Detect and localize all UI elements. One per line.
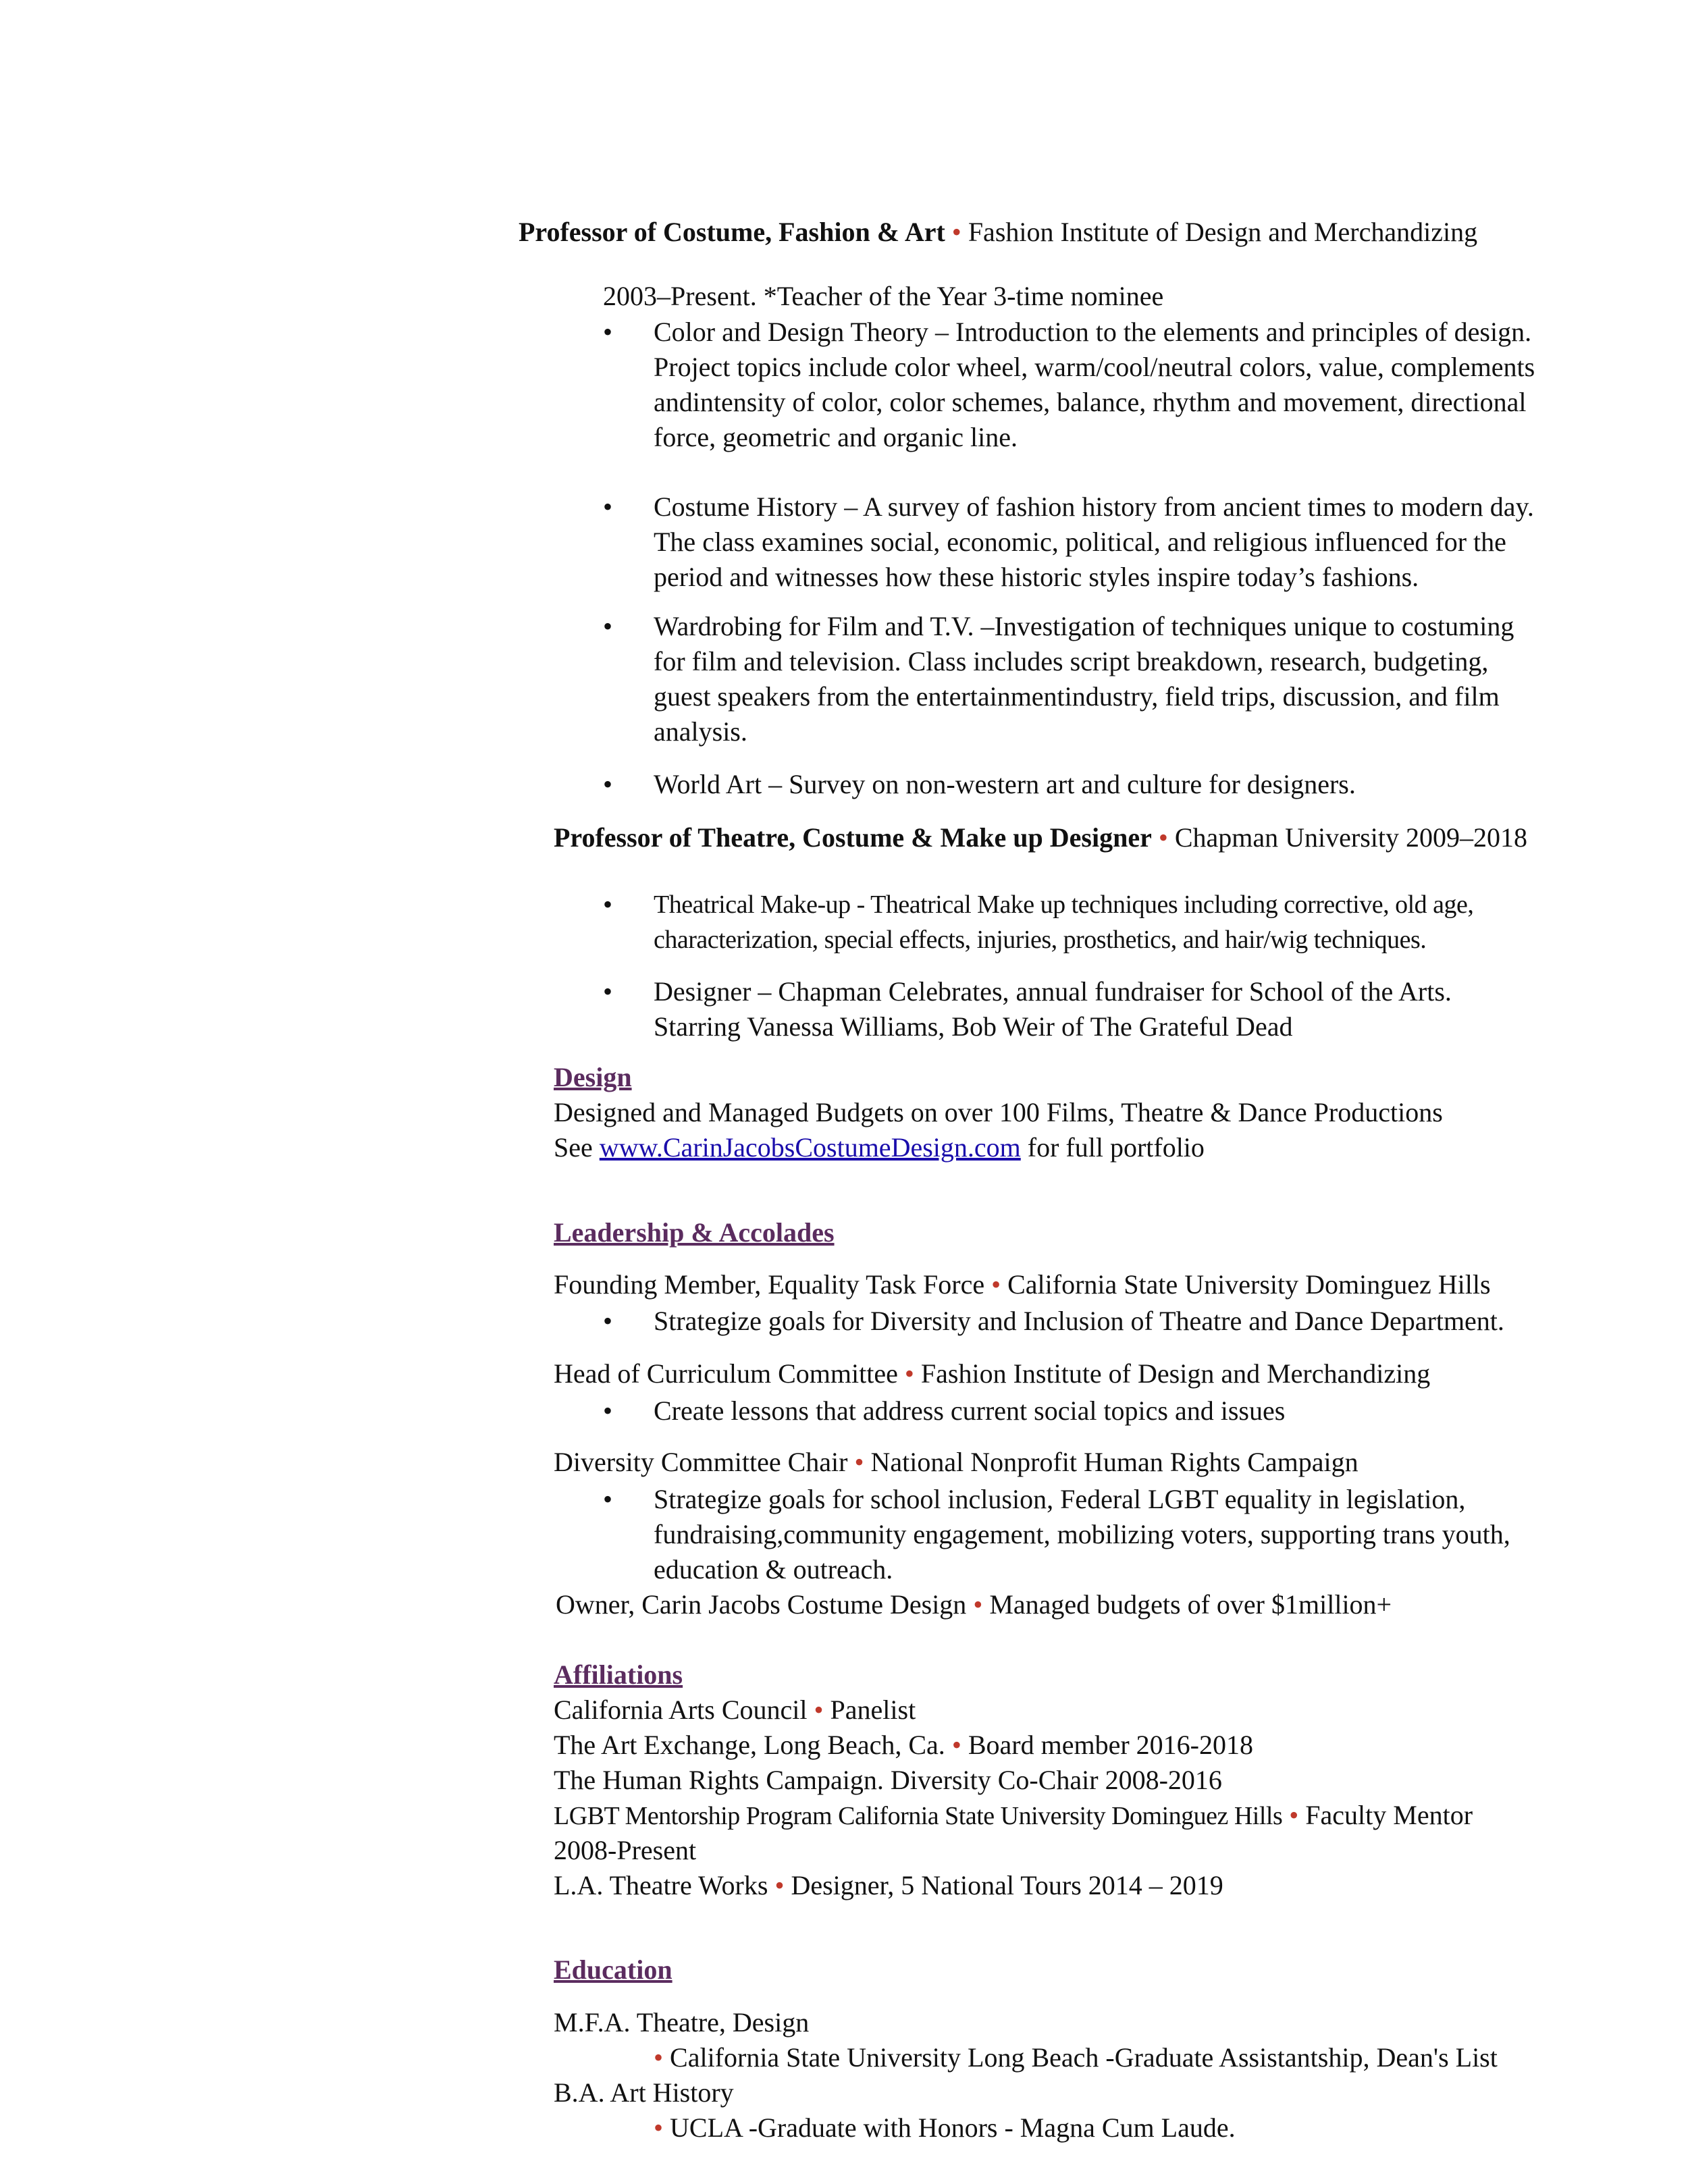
separator-dot: • — [904, 1358, 914, 1389]
bullet-icon: • — [603, 889, 613, 920]
separator-dot: • — [654, 2112, 664, 2143]
affiliation-role: Board member 2016-2018 — [968, 1730, 1253, 1760]
school-text: California State University Long Beach -Graduate Assistantship, Dean's List — [670, 2042, 1498, 2073]
affiliation-line: The Human Rights Campaign. Diversity Co-Chair 2008-2016 — [554, 1765, 1222, 1795]
separator-dot: • — [991, 1269, 1001, 1300]
entry-role: Head of Curriculum Committee — [554, 1358, 898, 1389]
bullet-icon: • — [603, 769, 613, 799]
bullet-icon: • — [603, 611, 613, 641]
section-heading-affiliations: Affiliations — [554, 1659, 683, 1690]
leadership-entry — [554, 1356, 1430, 1391]
design-summary: Designed and Managed Budgets on over 100 Films, Theatre & Dance Productions — [554, 1097, 1443, 1127]
entry-role: Owner, Carin Jacobs Costume Design — [556, 1589, 967, 1620]
bullet-icon: • — [603, 1484, 613, 1514]
affiliation-org: California Arts Council — [554, 1695, 808, 1725]
course-line: andintensity of color, color schemes, balance, rhythm and movement, directional — [654, 387, 1527, 417]
job-org: Fashion Institute of Design and Merchandizing — [968, 217, 1478, 247]
fidm-job-header — [519, 215, 1477, 250]
course-line: Project topics include color wheel, warm/cool/neutral colors, value, complements — [654, 352, 1535, 382]
job-org: Chapman University 2009–2018 — [1174, 822, 1528, 853]
chapman-job-header — [554, 820, 1527, 855]
affiliation-line: 2008-Present — [554, 1835, 697, 1865]
affiliation-line — [554, 1693, 916, 1728]
degree-ba: B.A. Art History — [554, 2077, 734, 2108]
course-line: Wardrobing for Film and T.V. –Investigation of techniques unique to costuming — [654, 611, 1514, 641]
course-line: The class examines social, economic, political, and religious influenced for the — [654, 527, 1506, 557]
bullet-icon: • — [603, 491, 613, 522]
course-line: for film and television. Class includes script breakdown, research, budgeting, — [654, 646, 1489, 676]
entry-org: Fashion Institute of Design and Merchandizing — [920, 1358, 1431, 1389]
owner-entry — [556, 1587, 1392, 1622]
separator-dot: • — [973, 1589, 983, 1620]
course-line: guest speakers from the entertainmentindustry, field trips, discussion, and film — [654, 681, 1500, 712]
bullet-icon: • — [603, 976, 613, 1007]
affiliation-line — [554, 1798, 1473, 1834]
portfolio-rest: for full portfolio — [1027, 1132, 1205, 1163]
bullet-icon: • — [603, 1306, 613, 1336]
job-title: Professor of Theatre, Costume & Make up Designer — [554, 822, 1152, 853]
affiliation-line — [554, 1868, 1223, 1903]
entry-role: Founding Member, Equality Task Force — [554, 1269, 985, 1300]
leadership-entry — [554, 1445, 1359, 1480]
section-heading-education: Education — [554, 1954, 672, 1985]
section-heading-design: Design — [554, 1062, 632, 1092]
entry-bullet-text: fundraising,community engagement, mobilizing voters, supporting trans youth, — [654, 1519, 1510, 1549]
separator-dot: • — [814, 1695, 824, 1725]
affiliation-role: Designer, 5 National Tours 2014 – 2019 — [791, 1870, 1223, 1900]
degree-school — [654, 2040, 1498, 2075]
affiliation-org: L.A. Theatre Works — [554, 1870, 768, 1900]
degree-school — [654, 2110, 1236, 2146]
entry-bullet-text: Create lessons that address current social topics and issues — [654, 1395, 1286, 1426]
course-line: Color and Design Theory – Introduction to the elements and principles of design. — [654, 317, 1532, 347]
fidm-dates: 2003–Present. *Teacher of the Year 3-time nominee — [603, 281, 1164, 311]
separator-dot: • — [951, 1730, 961, 1760]
affiliation-org: The Art Exchange, Long Beach, Ca. — [554, 1730, 945, 1760]
entry-role: Diversity Committee Chair — [554, 1447, 848, 1477]
affiliation-role: Panelist — [830, 1695, 916, 1725]
course-line: Designer – Chapman Celebrates, annual fundraiser for School of the Arts. — [654, 976, 1452, 1007]
course-line: force, geometric and organic line. — [654, 422, 1018, 452]
course-line: Costume History – A survey of fashion history from ancient times to modern day. — [654, 491, 1534, 522]
bullet-icon: • — [603, 317, 613, 347]
separator-dot: • — [1158, 822, 1168, 853]
course-line: World Art – Survey on non-western art and culture for designers. — [654, 769, 1356, 799]
entry-org: Managed budgets of over $1million+ — [989, 1589, 1392, 1620]
portfolio-link[interactable]: www.CarinJacobsCostumeDesign.com — [599, 1132, 1021, 1163]
separator-dot: • — [951, 217, 961, 247]
job-title: Professor of Costume, Fashion & Art — [519, 217, 945, 247]
affiliation-line — [554, 1728, 1253, 1763]
portfolio-line — [554, 1130, 1205, 1165]
entry-bullet-text: Strategize goals for school inclusion, Federal LGBT equality in legislation, — [654, 1484, 1466, 1514]
separator-dot: • — [774, 1870, 785, 1900]
entry-bullet-text: Strategize goals for Diversity and Inclusion of Theatre and Dance Department. — [654, 1306, 1504, 1336]
separator-dot: • — [854, 1447, 864, 1477]
course-line: analysis. — [654, 716, 747, 747]
see-label: See — [554, 1132, 593, 1163]
course-line: characterization, special effects, injuries, prosthetics, and hair/wig techniques. — [654, 926, 1427, 954]
course-line: period and witnesses how these historic styles inspire today’s fashions. — [654, 562, 1419, 592]
degree-mfa: M.F.A. Theatre, Design — [554, 2007, 810, 2037]
entry-bullet-text: education & outreach. — [654, 1554, 893, 1584]
separator-dot: • — [654, 2042, 664, 2073]
section-heading-leadership: Leadership & Accolades — [554, 1217, 835, 1248]
entry-org: National Nonprofit Human Rights Campaign — [870, 1447, 1359, 1477]
course-line: Theatrical Make-up - Theatrical Make up techniques including corrective, old age, — [654, 890, 1474, 919]
entry-org: California State University Dominguez Hills — [1007, 1269, 1491, 1300]
school-text: UCLA -Graduate with Honors - Magna Cum Laude. — [670, 2112, 1236, 2143]
affiliation-role: Faculty Mentor — [1305, 1800, 1473, 1830]
course-line: Starring Vanessa Williams, Bob Weir of The Grateful Dead — [654, 1011, 1293, 1042]
affiliation-org: LGBT Mentorship Program California State University Dominguez Hills — [554, 1802, 1283, 1830]
separator-dot: • — [1289, 1800, 1299, 1830]
bullet-icon: • — [603, 1395, 613, 1426]
leadership-entry — [554, 1267, 1491, 1302]
